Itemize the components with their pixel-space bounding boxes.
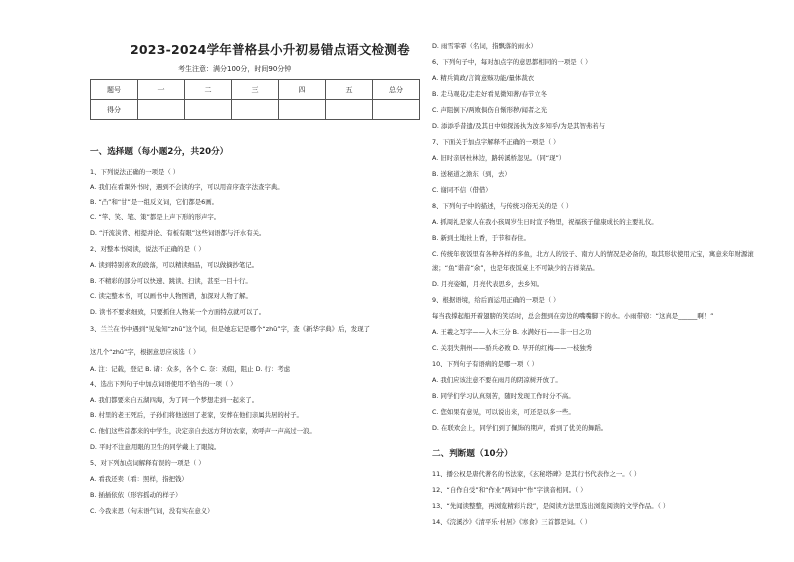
option-line: B. 不精彩的部分可以快速、跳读、扫读，甚至一目十行。 bbox=[90, 277, 252, 285]
section-heading-choice: 一、选择题（每小题2分，共20分） bbox=[90, 147, 229, 157]
question-line: 11、播公权是唐代著名的书法家，《玄秘塔碑》是其行书代表作之一。（ ） bbox=[432, 470, 641, 478]
question-line: 这几个“zhū”字，根据意思应该选（ ） bbox=[90, 348, 200, 356]
question-line: 8、下列句子中的描述，与传统习俗无关的是（ ） bbox=[432, 202, 573, 210]
option-line: C. 谢同不信（借借） bbox=[432, 186, 492, 194]
question-line: 14、《浣溪沙》《清平乐·村居》《寒食》三首都是词。（ ） bbox=[432, 518, 592, 526]
option-line-continued: 滚；“鱼”谐音“余”，也是年夜饭桌上不可缺少的吉祥菜品。 bbox=[432, 264, 599, 272]
score-row-label: 得分 bbox=[91, 100, 138, 120]
question-line: 3、兰兰在书中遇到“见兔知“zhū”这个词，但是她忘记是哪个“zhū”字，查《新华字典》后，发现了 bbox=[90, 325, 370, 333]
option-line: B. 同学们学习认真刻苦，随时发现工作时分不高。 bbox=[432, 392, 575, 400]
option-line: A. 读到特别喜欢的段落，可以精读细品，可以做摘抄笔记。 bbox=[90, 261, 259, 269]
option-line: A. 旧时亲居杜林边，路转溪桥忽见。（同“现”） bbox=[432, 154, 566, 162]
option-line: D. 添添乎昔遗/及其日中如探汤执为汝多知乎/为是其智弗若与 bbox=[432, 122, 606, 130]
question-line: 7、下面关于加点字解释不正确的一项是（ ） bbox=[432, 138, 560, 146]
question-line: 10、下列句子有语病的是哪一项（ ） bbox=[432, 360, 539, 368]
score-table bbox=[90, 79, 420, 120]
option-line: A. 看我还卖（看：照样，指把钱） bbox=[90, 475, 188, 483]
question-line: 2、对整本书阅读，说法不正确的是（ ） bbox=[90, 245, 205, 253]
option-line: A. 精兵简政/言简意赅功能/量体裁衣 bbox=[432, 74, 535, 82]
option-line: C. 传统年夜饭里有各种各样的多鱼，北方人的饺子、南方人的情况是必备的，取其形状使用元宝，寓意来年财源滚 bbox=[432, 250, 754, 258]
option-line: C. 他们这些首都来的中学生，决定亲自去远方拜访农家，欢呼声一声高过一浪。 bbox=[90, 427, 316, 435]
question-line: 9、根据语境，给后面运用正确的一项是（ ） bbox=[432, 296, 560, 304]
option-line: B. 插插依依（形容摇动的样子） bbox=[90, 491, 182, 499]
option-line: B. 送秘道之澹东（到，去） bbox=[432, 170, 511, 178]
section-heading-judgement: 二、判断题（10分） bbox=[432, 449, 513, 459]
score-table-header-row bbox=[91, 80, 420, 100]
option-line: B. 走马观花/走走好看见微知著/春节立冬 bbox=[432, 90, 548, 98]
option-line: B. 新到土地社上香，于节和春住。 bbox=[432, 234, 530, 242]
score-table-header: 五 bbox=[326, 80, 373, 100]
option-line: D. 读书不要求细致，只要抓住人物某一个方面特点就可以了。 bbox=[90, 308, 266, 316]
option-line: C. 今我来思（句末语气词，没有实在意义） bbox=[90, 507, 214, 515]
option-line: D. “汗流浃背、相提并论、有板有眼”这些词语都与汗水有关。 bbox=[90, 229, 266, 237]
question-line: 5、对下列加点词解释有误的一项是（ ） bbox=[90, 459, 205, 467]
score-cell bbox=[373, 100, 420, 120]
option-line: D. 平时不注意用眼的卫生的同学戴上了眼镜。 bbox=[90, 443, 221, 451]
score-table-header: 四 bbox=[279, 80, 326, 100]
question-line: 12、“自作自受”和“作业”两词中“作”字读音相同。（ ） bbox=[432, 486, 587, 494]
score-cell bbox=[185, 100, 232, 120]
score-cell bbox=[138, 100, 185, 120]
score-cell bbox=[326, 100, 373, 120]
score-table-score-row bbox=[91, 100, 420, 120]
option-line: D. 月亮姿媚，月亮代表思乡，去乡知。 bbox=[432, 280, 544, 288]
question-line: 6、下列句子中，每对加点字的意思都相同的一项是（ ） bbox=[432, 58, 592, 66]
option-line: A. 我们应该注意不要在雨月的阴凉树开放了。 bbox=[432, 376, 562, 384]
option-line: C. 您如果有意见，可以说出来，可还是以多一些。 bbox=[432, 408, 575, 416]
score-table-header: 题号 bbox=[91, 80, 138, 100]
page-title: 2023-2024学年普格县小升初易错点语文检测卷 bbox=[130, 42, 410, 57]
option-line: D. 雨雪霏霏（名词，指飘落的雨水） bbox=[432, 42, 537, 50]
score-table-header: 总分 bbox=[373, 80, 420, 100]
option-line: C. 关羽失荆州——骄兵必败 D. 早开的红梅——一枝独秀 bbox=[432, 344, 593, 352]
exam-notice: 考生注意：满分100分，时间90分钟 bbox=[178, 65, 292, 73]
option-line: B. 村里的老王死后，子孙们将他送回了老家，安葬在他们亲属共居的村子。 bbox=[90, 411, 303, 419]
option-line: D. 在联欢会上，同学们到了佩饰的期声，看到了优美的舞蹈。 bbox=[432, 424, 608, 432]
question-line: 13、“先闻读整整，再浏览精彩片段”，是阅读方法里选出浏览阅读的文学作品。（ ） bbox=[432, 502, 670, 510]
option-line: A. 我们都要来自五湖四海，为了同一个梦想走到一起来了。 bbox=[90, 396, 259, 404]
option-line: A. 注：记载，登记 B. 诸：众多，各个 C. 奈：劝阻，阻止 D. 行：考虑 bbox=[90, 365, 291, 373]
option-line: C. 声阻倒下/两败俱伤自惭形秽/闻者之光 bbox=[432, 106, 548, 114]
score-table-header: 二 bbox=[185, 80, 232, 100]
score-cell bbox=[279, 100, 326, 120]
option-line: A. 抓周礼是家人在我小孩周岁生日时宣予物里，祝福孩子健康成长的主要礼仪。 bbox=[432, 218, 658, 226]
score-table-header: 三 bbox=[232, 80, 279, 100]
score-table-header: 一 bbox=[138, 80, 185, 100]
option-line: A. 王羲之写字——入木三分 B. 水满好石——非一日之功 bbox=[432, 328, 592, 336]
option-line: C. 读完整本书，可以画书中人物图谱，加深对人物了解。 bbox=[90, 292, 252, 300]
score-cell bbox=[232, 100, 279, 120]
option-line: A. 我们在看课外书时，遇到不会读的字，可以用音序查字法查字典。 bbox=[90, 183, 284, 191]
question-context-line: 每当我撑起船开着翅膀的笑话时，总会想到在旁边的嘴嘴脚下的水。小雨带窃：“这真是______啊！” bbox=[432, 312, 714, 320]
question-line: 1、下列说法正确的一项是（ ） bbox=[90, 168, 180, 176]
option-line: C. “竿、笑、笔、策”都是上声下形的形声字。 bbox=[90, 213, 221, 221]
option-line: B. “凸”和“甘”是一组反义词，它们都是6画。 bbox=[90, 198, 219, 206]
question-line: 4、选出下列句子中加点词语使用不恰当的一项（ ） bbox=[90, 380, 237, 388]
